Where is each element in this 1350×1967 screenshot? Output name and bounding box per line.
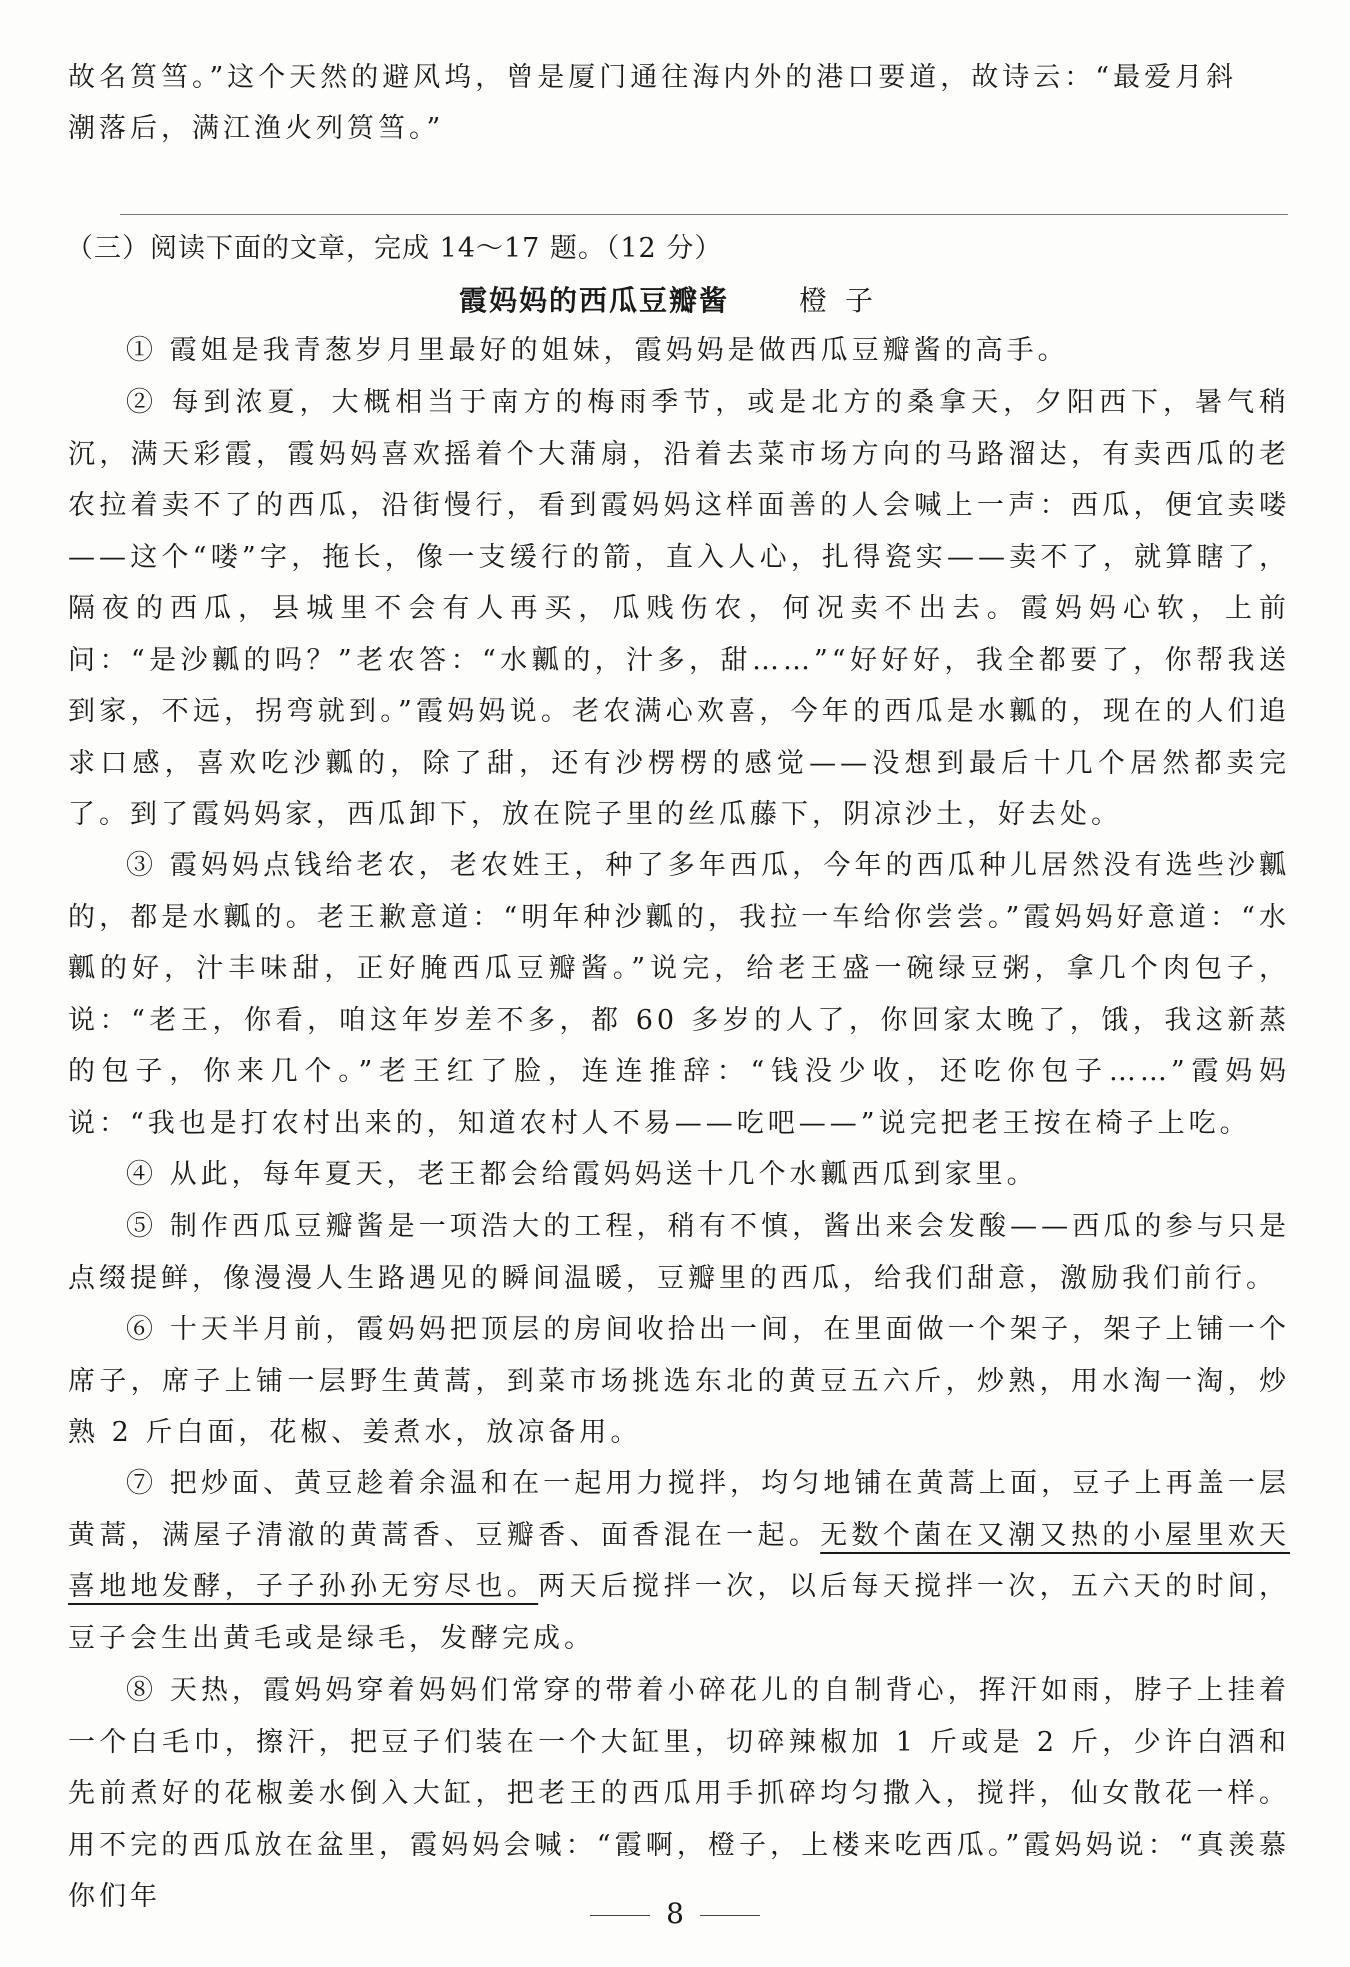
intro-line-1: 故名筼筜。”这个天然的避风坞，曾是厦门通往海内外的港口要道，故诗云：“最爱月斜 (68, 62, 1238, 93)
paragraph-1: ① 霞姐是我青葱岁月里最好的姐妹，霞妈妈是做西瓜豆瓣酱的高手。 (126, 335, 1069, 366)
article-title-row (0, 278, 1350, 324)
article-author: 橙子 (799, 284, 892, 317)
paragraph-2: ② 每到浓夏，大概相当于南方的梅雨季节，或是北方的桑拿天，夕阳西下，暑气稍沉，满天彩霞，霞妈妈喜欢摇着个大蒲扇，沿着去菜市场方向的马路溜达，有卖西瓜的老农拉着卖不了的西瓜，沿街慢行，看到霞妈妈这样面善的人会喊上一声：西瓜，便宜卖喽——这个“喽”字，拖长，像一支缓行的箭，直入人心，扎得瓷实——卖不了，就算瞎了，隔夜的西瓜，县城里不会有人再买，瓜贱伤农，何况卖不出去。霞妈妈心软，上前问：“是沙瓤的吗？”老农答：“水瓤的，汁多，甜……”“好好好，我全都要了，你帮我送到家，不远，拐弯就到。”霞妈妈说。老农满心欢喜，今年的西瓜是水瓤的，现在的人们追求口感，喜欢吃沙瓤的，除了甜，还有沙楞楞的感觉——没想到最后十几个居然都卖完了。到了霞妈妈家，西瓜卸下，放在院子里的丝瓜藤下，阴凉沙土，好去处。 (68, 387, 1290, 830)
page-footer (0, 1894, 1350, 1934)
intro-line-2: 潮落后，满江渔火列筼筜。” (68, 113, 445, 144)
paragraph-3: ③ 霞妈妈点钱给老农，老农姓王，种了多年西瓜，今年的西瓜种儿居然没有选些沙瓤的，都是水瓤的。老王歉意道：“明年种沙瓤的，我拉一车给你尝尝。”霞妈妈好意道：“水瓤的好，汁丰味甜，正好腌西瓜豆瓣酱。”说完，给老王盛一碗绿豆粥，拿几个肉包子，说：“老王，你看，咱这年岁差不多，都 60 多岁的人了，你回家太晚了，饿，我这新蒸的包子，你来几个。”老王红了脸，连连推辞：“钱没少收，还吃你包子……”霞妈妈说：“我也是打农村出来的，知道农村人不易——吃吧——”说完把老王按在椅子上吃。 (68, 850, 1290, 1139)
underlined-sentence: 无数个菌在又潮又热的小屋里欢天喜地地发酵，子子孙孙无穷尽也。 (68, 1519, 1291, 1602)
paragraph-7-part-1: ⑦ 把炒面、黄豆趁着余温和在一起用力搅拌，均匀地铺在黄蒿上面，豆子上再盖一层黄蒿，满屋子清澈的黄蒿香、豆瓣香、面香混在一起。 (68, 1468, 1290, 1551)
article-title: 霞妈妈的西瓜豆瓣酱 (458, 284, 729, 317)
page-number: 8 (666, 1897, 684, 1930)
paragraph-7-part-2: 两天后搅拌一次，以后每天搅拌一次，五六天的时间，豆子会生出黄毛或是绿毛，发酵完成。 (68, 1571, 1291, 1654)
paragraph-7 (68, 1458, 1290, 1664)
paragraph-5: ⑤ 制作西瓜豆瓣酱是一项浩大的工程，稍有不慎，酱出来会发酸——西瓜的参与只是点缀提鲜，像漫漫人生路遇见的瞬间温暖，豆瓣里的西瓜，给我们甜意，激励我们前行。 (68, 1211, 1290, 1294)
paragraph-8: ⑧ 天热，霞妈妈穿着妈妈们常穿的带着小碎花儿的自制背心，挥汗如雨，脖子上挂着一个白毛巾，擦汗，把豆子们装在一个大缸里，切碎辣椒加 1 斤或是 2 斤，少许白酒和先前煮好的花椒姜水倒入大缸，把老王的西瓜用手抓碎均匀撒入，搅拌，仙女散花一样。用不完的西瓜放在盆里，霞妈妈会喊：“霞啊，橙子，上楼来吃西瓜。”霞妈妈说：“真羡慕你们年 (68, 1675, 1290, 1912)
paragraph-4: ④ 从此，每年夏天，老王都会给霞妈妈送十几个水瓤西瓜到家里。 (126, 1159, 1038, 1190)
footer-dash-right (700, 1915, 760, 1916)
footer-dash-left (590, 1915, 650, 1916)
paragraph-6: ⑥ 十天半月前，霞妈妈把顶层的房间收拾出一间，在里面做一个架子，架子上铺一个席子，席子上铺一层野生黄蒿，到菜市场挑选东北的黄豆五六斤，炒熟，用水淘一淘，炒熟 2 斤白面，花椒、姜煮水，放凉备用。 (68, 1314, 1290, 1448)
section-divider (120, 214, 1288, 215)
section-heading: （三）阅读下面的文章，完成 14～17 题。（12 分） (66, 233, 723, 264)
